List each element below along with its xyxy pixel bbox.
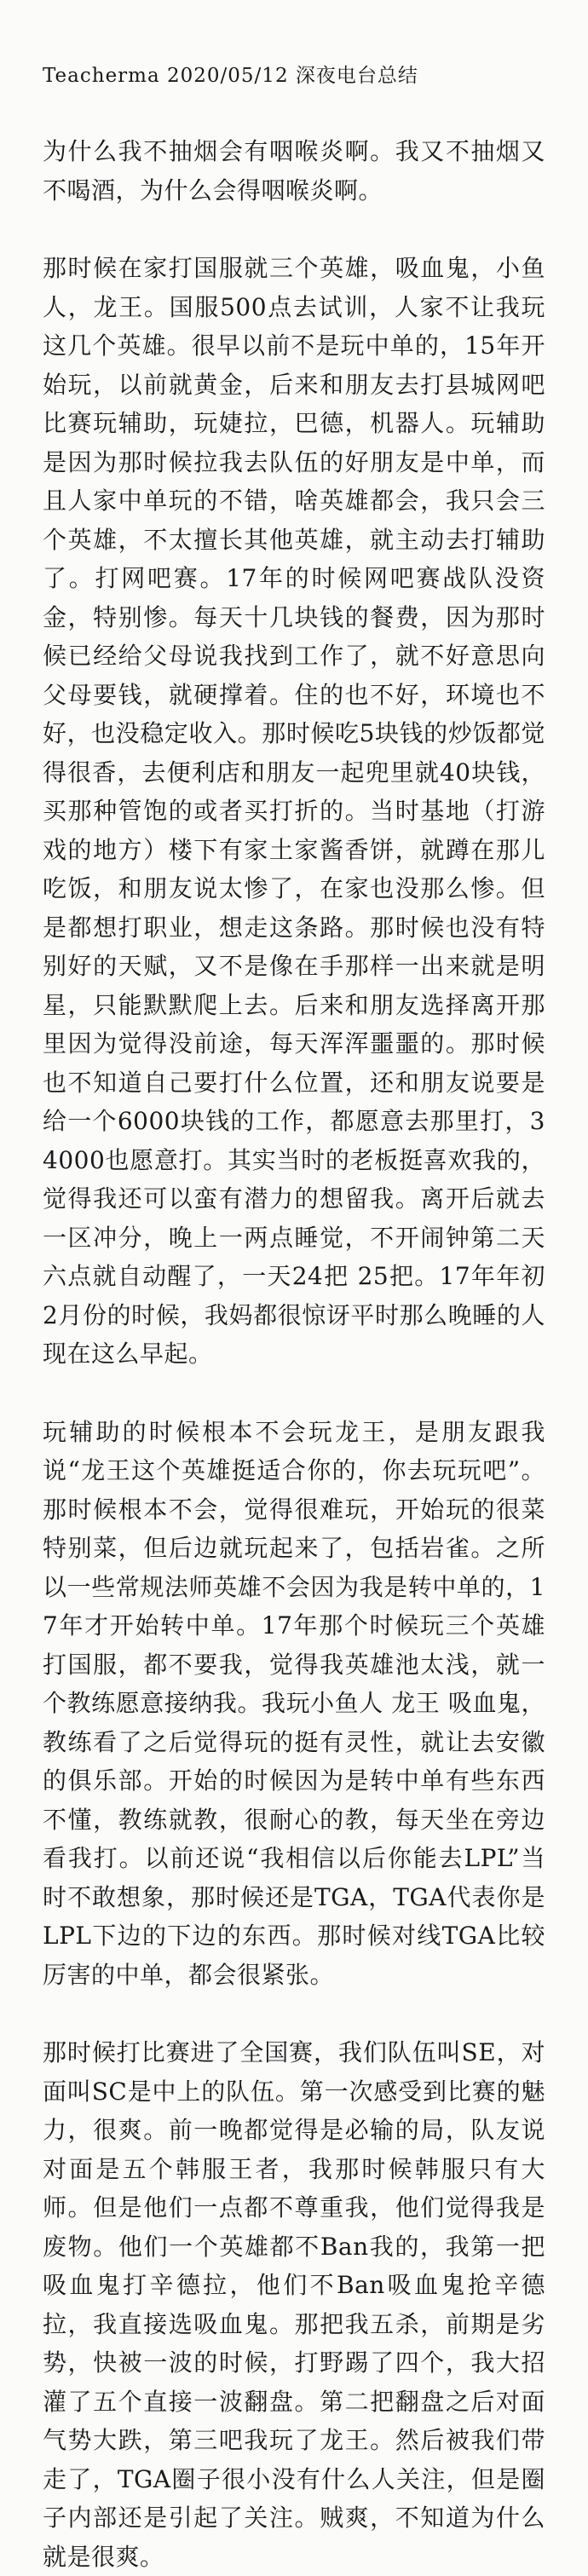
paragraph-1: 为什么我不抽烟会有咽喉炎啊。我又不抽烟又不喝酒，为什么会得咽喉炎啊。: [43, 137, 545, 205]
paragraph-3: 玩辅助的时候根本不会玩龙王，是朋友跟我说“龙王这个英雄挺适合你的，你去玩玩吧”。那时候根本不会，觉得很难玩，开始玩的很菜特别菜，但后边就玩起来了，包括岩雀。之所以一些常规法师英雄不会因为我是转中单的，17年才开始转中单。17年那个时候玩三个英雄打国服，都不要我，觉得我英雄池太浅，就一个教练愿意接纳我。我玩小鱼人 龙王 吸血鬼，教练看了之后觉得玩的挺有灵性，就让去安徽的俱乐部。开始的时候因为是转中单有些东西不懂，教练就教，很耐心的教，每天坐在旁边看我打。以前还说“我相信以后你能去LPL”当时不敢想象，那时候还是TGA，TGA代表你是LPL下边的下边的东西。那时候对线TGA比较厉害的中单，都会很紧张。: [43, 1417, 545, 1989]
paragraph-4: 那时候打比赛进了全国赛，我们队伍叫SE，对面叫SC是中上的队伍。第一次感受到比赛的魅力，很爽。前一晚都觉得是必输的局，队友说对面是五个韩服王者，我那时候韩服只有大师。但是他们一点都不尊重我，他们觉得我是废物。他们一个英雄都不Ban我的，我第一把吸血鬼打辛德拉，他们不Ban吸血鬼抢辛德拉，我直接选吸血鬼。那把我五杀，前期是劣势，快被一波的时候，打野踢了四个，我大招灌了五个直接一波翻盘。第二把翻盘之后对面气势大跌，第三吧我玩了龙王。然后被我们带走了，TGA圈子很小没有什么人关注，但是圈子内部还是引起了关注。贼爽，不知道为什么就是很爽。: [43, 2038, 545, 2571]
page-title: Teacherma 2020/05/12 深夜电台总结: [43, 65, 418, 87]
paragraph-2: 那时候在家打国服就三个英雄，吸血鬼，小鱼人，龙王。国服500点去试训，人家不让我玩这几个英雄。很早以前不是玩中单的，15年开始玩，以前就黄金，后来和朋友去打县城网吧比赛玩辅助，玩婕拉，巴德，机器人。玩辅助是因为那时候拉我去队伍的好朋友是中单，而且人家中单玩的不错，啥英雄都会，我只会三个英雄，不太擅长其他英雄，就主动去打辅助了。打网吧赛。17年的时候网吧赛战队没资金，特别惨。每天十几块钱的餐费，因为那时候已经给父母说我找到工作了，就不好意思向父母要钱，就硬撑着。住的也不好，环境也不好，也没稳定收入。那时候吃5块钱的炒饭都觉得很香，去便利店和朋友一起兜里就40块钱，买那种管饱的或者买打折的。当时基地（打游戏的地方）楼下有家土家酱香饼，就蹲在那儿吃饭，和朋友说太惨了，在家也没那么惨。但是都想打职业，想走这条路。那时候也没有特别好的天赋，又不是像在手那样一出来就是明星，只能默默爬上去。后来和朋友选择离开那里因为觉得没前途，每天浑浑噩噩的。那时候也不知道自己要打什么位置，还和朋友说要是给一个6000块钱的工作，都愿意去那里打，3 4000也愿意打。其实当时的老板挺喜欢我的，觉得我还可以蛮有潜力的想留我。离开后就去一区冲分，晚上一两点睡觉，不开闹钟第二天六点就自动醒了，一天24把 25把。17年年初2月份的时候，我妈都很惊讶平时那么晚睡的人现在这么早起。: [43, 254, 545, 1368]
